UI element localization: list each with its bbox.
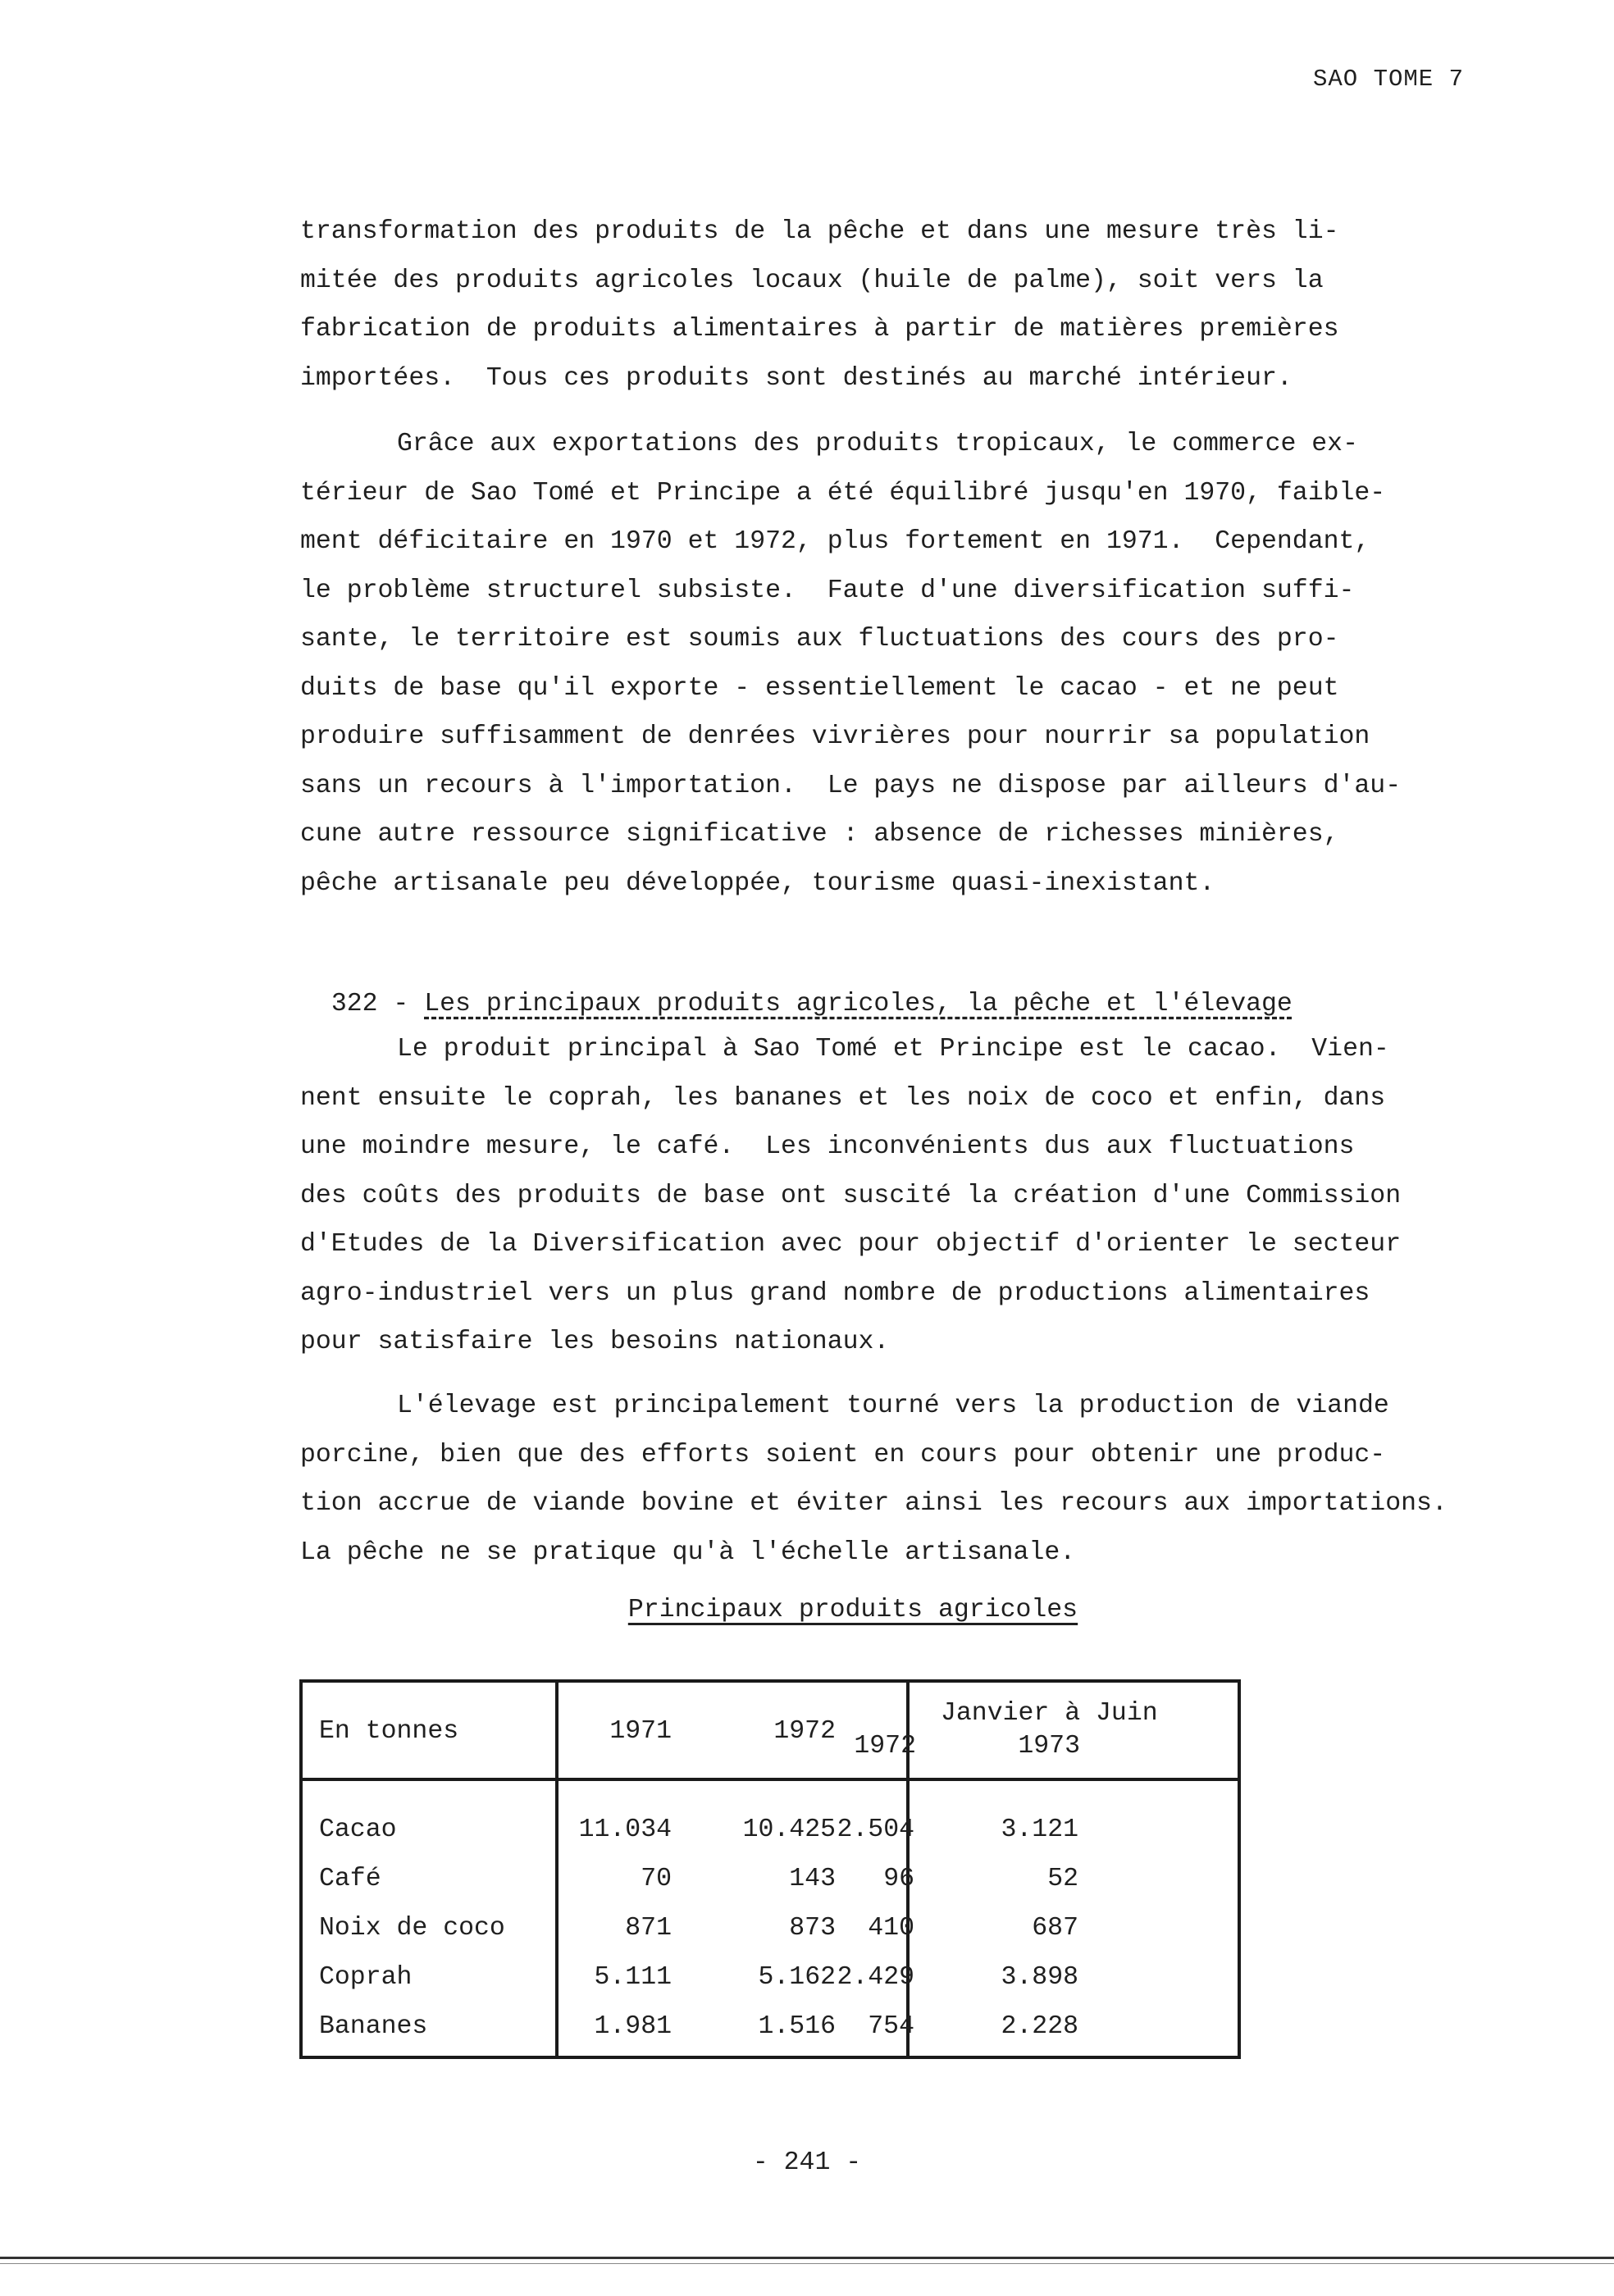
text-line: sans un recours à l'importation. Le pays ne dispose par ailleurs d'au- xyxy=(300,771,1402,800)
row-value: 2.504 xyxy=(837,1815,914,1844)
section-title: Les principaux produits agricoles, la pêche et l'élevage xyxy=(424,990,1293,1018)
text-line: Grâce aux exportations des produits tropicaux, le commerce ex- xyxy=(397,430,1358,458)
header-unit: En tonnes xyxy=(319,1717,459,1746)
row-value: 1.516 xyxy=(758,2012,836,2041)
row-value: 873 xyxy=(789,1914,836,1943)
text-line: Le produit principal à Sao Tomé et Principe est le cacao. Vien- xyxy=(397,1035,1389,1064)
row-value: 52 xyxy=(1047,1865,1078,1893)
row-label: Coprah xyxy=(319,1963,413,1992)
bottom-rule-thin xyxy=(0,2263,1614,2264)
table-title-text: Principaux produits agricoles xyxy=(627,1596,1078,1624)
text-line: agro-industriel vers un plus grand nombre de productions alimentaires xyxy=(300,1278,1370,1308)
text-line: sante, le territoire est soumis aux fluctuations des cours des pro- xyxy=(300,625,1339,654)
text-line: des coûts des produits de base ont suscité la création d'une Commission xyxy=(300,1181,1402,1210)
row-value: 11.034 xyxy=(578,1815,672,1844)
production-table xyxy=(299,1679,1241,2059)
row-value: 5.162 xyxy=(758,1963,836,1992)
row-label: Cacao xyxy=(319,1815,397,1844)
page-number: - 241 - xyxy=(752,2148,862,2177)
row-label: Bananes xyxy=(319,2012,428,2041)
header-period: Janvier à Juin xyxy=(941,1699,1158,1728)
paragraph-1 xyxy=(300,207,1498,403)
section-heading xyxy=(300,961,1293,1018)
paragraph-3 xyxy=(300,1025,1498,1367)
paragraph-2 xyxy=(300,420,1498,908)
text-line: une moindre mesure, le café. Les inconvénients dus aux fluctuations xyxy=(300,1132,1355,1161)
text-line: duits de base qu'il exporte - essentiellement le cacao - et ne peut xyxy=(300,673,1339,703)
row-value: 70 xyxy=(641,1865,672,1893)
row-value: 10.425 xyxy=(742,1815,836,1844)
text-line: importées. Tous ces produits sont destinés au marché intérieur. xyxy=(300,363,1293,393)
header-1972: 1972 xyxy=(773,1717,836,1746)
row-value: 687 xyxy=(1032,1914,1078,1943)
text-line: cune autre ressource significative : absence de richesses minières, xyxy=(300,820,1339,849)
header-1971: 1971 xyxy=(609,1717,672,1746)
row-value: 96 xyxy=(883,1865,914,1893)
text-line: le problème structurel subsiste. Faute d'une diversification suffi- xyxy=(300,576,1355,605)
text-line: nent ensuite le coprah, les bananes et les noix de coco et enfin, dans xyxy=(300,1083,1386,1113)
row-value: 5.111 xyxy=(594,1963,672,1992)
row-value: 2.429 xyxy=(837,1963,914,1992)
text-line: mitée des produits agricoles locaux (huile de palme), soit vers la xyxy=(300,266,1324,295)
paragraph-4 xyxy=(300,1382,1498,1577)
row-label: Café xyxy=(319,1865,381,1893)
text-line: produire suffisamment de denrées vivrières pour nourrir sa population xyxy=(300,722,1370,751)
section-number: 322 - xyxy=(331,990,409,1018)
header-period-1973: 1973 xyxy=(1018,1732,1080,1761)
text-line: pêche artisanale peu développée, tourisme quasi-inexistant. xyxy=(300,868,1215,898)
text-line: porcine, bien que des efforts soient en cours pour obtenir une produc- xyxy=(300,1440,1386,1469)
row-value: 410 xyxy=(868,1914,914,1943)
text-line: transformation des produits de la pêche et dans une mesure très li- xyxy=(300,217,1339,246)
table-title xyxy=(0,1596,1614,1624)
row-value: 871 xyxy=(625,1914,672,1943)
bottom-rule xyxy=(0,2257,1614,2259)
row-value: 1.981 xyxy=(594,2012,672,2041)
text-line: pour satisfaire les besoins nationaux. xyxy=(300,1328,890,1356)
text-line: L'élevage est principalement tourné vers la production de viande xyxy=(397,1392,1389,1420)
text-line: fabrication de produits alimentaires à partir de matières premières xyxy=(300,315,1339,344)
header-divider xyxy=(303,1778,1238,1781)
text-line: térieur de Sao Tomé et Principe a été équilibré jusqu'en 1970, faible- xyxy=(300,478,1386,508)
row-value: 2.228 xyxy=(1001,2012,1078,2041)
text-line: La pêche ne se pratique qu'à l'échelle artisanale. xyxy=(300,1538,1076,1567)
running-header: SAO TOME 7 xyxy=(1312,66,1464,93)
text-line: d'Etudes de la Diversification avec pour objectif d'orienter le secteur xyxy=(300,1230,1402,1259)
text-line: tion accrue de viande bovine et éviter ainsi les recours aux importations. xyxy=(300,1489,1448,1518)
header-period-1972: 1972 xyxy=(854,1732,916,1761)
row-value: 754 xyxy=(868,2012,914,2041)
row-value: 143 xyxy=(789,1865,836,1893)
row-value: 3.121 xyxy=(1001,1815,1078,1844)
row-value: 3.898 xyxy=(1001,1963,1078,1992)
row-label: Noix de coco xyxy=(319,1914,505,1943)
text-line: ment déficitaire en 1970 et 1972, plus fortement en 1971. Cependant, xyxy=(300,527,1370,556)
